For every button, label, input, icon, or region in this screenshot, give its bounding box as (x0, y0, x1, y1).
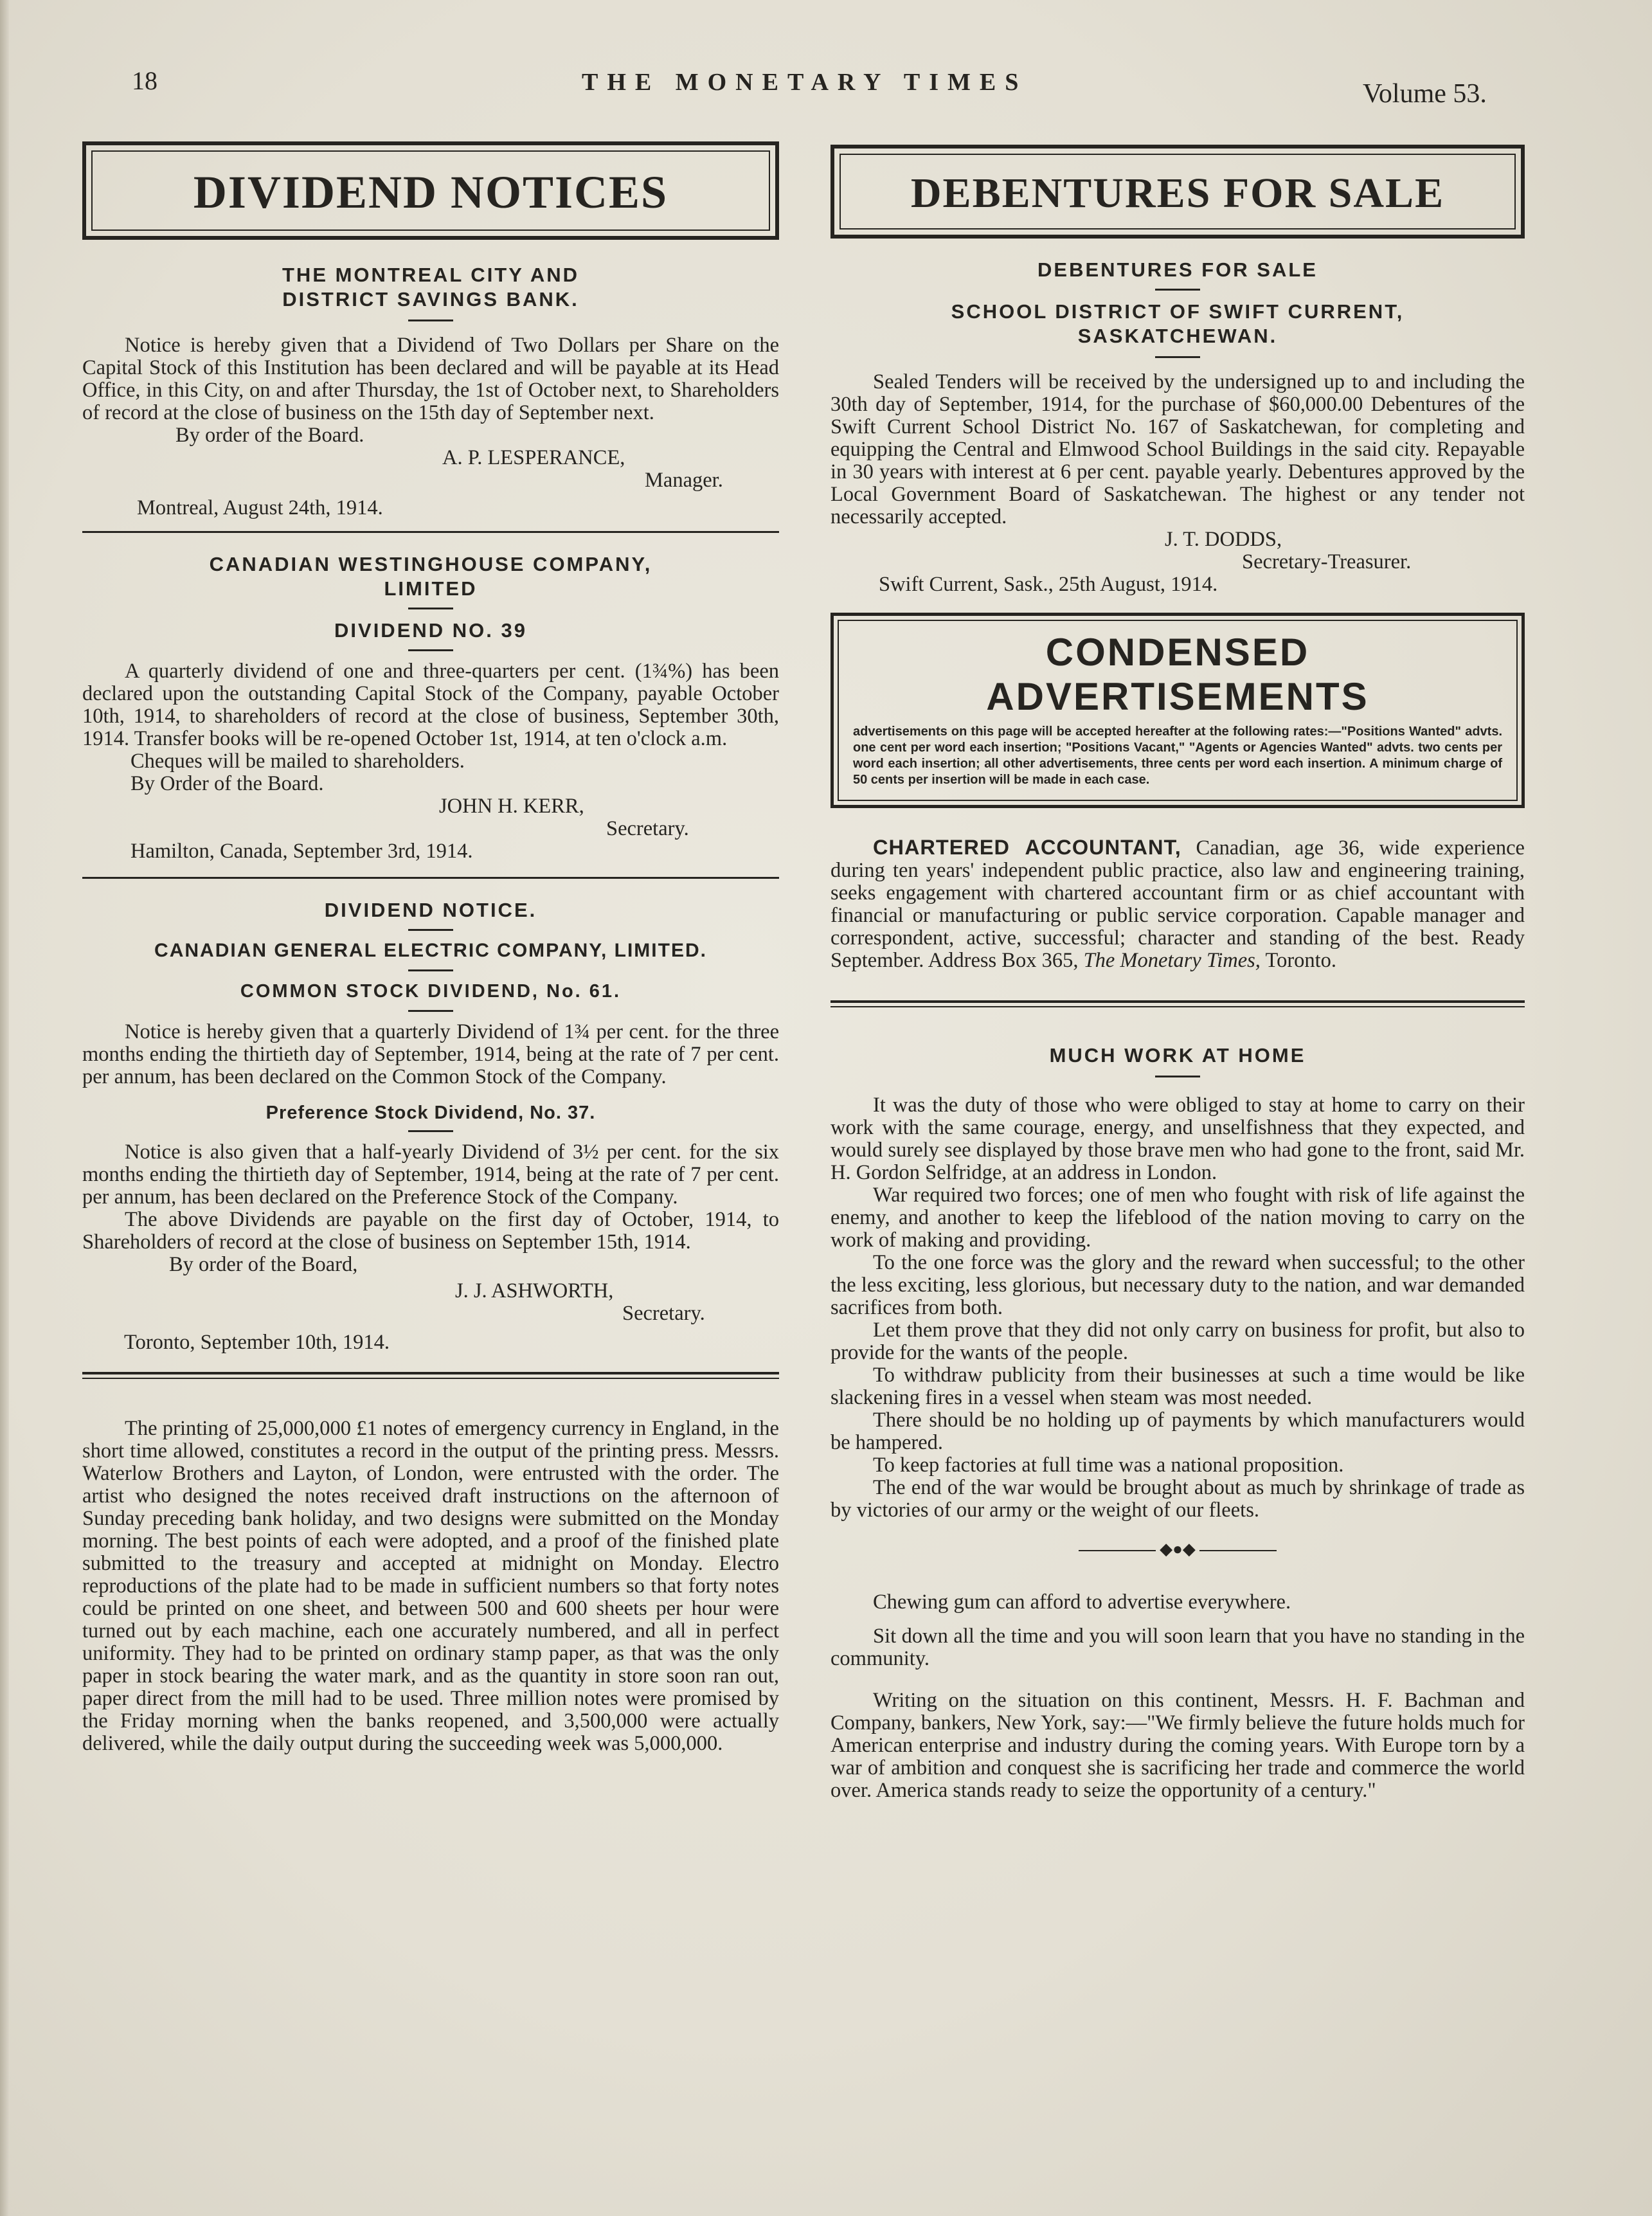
chartered-accountant-ad (830, 836, 1525, 972)
bachman-quote-item: Writing on the situation on this continent, Messrs. H. F. Bachman and Company, bankers, New York, say:—"We firmly believe the future holds much for American enterprise and industry during the coming years. With Europe torn by a war of ambition and conquest she is sacrificing her trade and commerce the world over. America stands ready to seize the opportunity of a century." (830, 1689, 1525, 1802)
cge-signer-title: Secretary. (622, 1302, 705, 1325)
right-column (830, 145, 1525, 1802)
ad-body-text: Canadian, age 36, wide experience during ten years' independent public practice, also law and engineering training, seeks engagement with chartered accountant firm or as chief accountant with financial or manufacturing or public service corporation. Capable manager and correspondent, active, successful; character and standing of the best. Ready September. Address Box 365, (830, 836, 1525, 972)
swift-current-title: SCHOOL DISTRICT OF SWIFT CURRENT, SASKATCHEWAN. (951, 300, 1405, 347)
cge-common-heading: COMMON STOCK DIVIDEND, No. 61. (240, 981, 622, 1002)
short-rule (408, 320, 453, 321)
short-rule (408, 929, 453, 931)
publication-title: THE MONETARY TIMES (582, 69, 1028, 96)
debentures-subheading: DEBENTURES FOR SALE (1037, 258, 1318, 281)
ad-city: Toronto. (1265, 949, 1337, 972)
dividend-notices-box (82, 141, 779, 240)
debentures-signer: J. T. DODDS, (1165, 528, 1282, 551)
page-number: 18 (132, 66, 157, 95)
cge-payable-note: The above Dividends are payable on the first day of October, 1914, to Shareholders of record at the close of business on September 15th, 1914. (82, 1208, 779, 1254)
sit-down-item: Sit down all the time and you will soon learn that you have no standing in the community. (830, 1625, 1525, 1670)
chewing-gum-item: Chewing gum can afford to advertise everywhere. (873, 1590, 1291, 1614)
short-rule (1155, 356, 1200, 358)
short-rule (408, 969, 453, 971)
westinghouse-signer: JOHN H. KERR, (439, 795, 584, 818)
cge-by-order: By order of the Board, (169, 1253, 358, 1276)
cge-dividend-notice: DIVIDEND NOTICE. (324, 899, 537, 921)
much-work-paragraph: To the one force was the glory and the reward when successful; to the other the less exciting, less glorious, but necessary duty to the nation, and war demanded sacrifices from both. (830, 1251, 1525, 1319)
short-rule (408, 608, 453, 609)
short-rule (408, 1010, 453, 1012)
section-divider (82, 877, 779, 879)
westinghouse-notice-body: A quarterly dividend of one and three-quarters per cent. (1¾%) has been declared upon the outstanding Capital Stock of the Company, payable October 10th, 1914, to shareholders of record at the close of business, September 30th, 1914. Transfer books will be re-opened October 1st, 1914, at ten o'clock a.m. (82, 660, 779, 750)
left-column (82, 141, 779, 1755)
westinghouse-place-date: Hamilton, Canada, September 3rd, 1914. (130, 840, 473, 863)
cge-preference-heading: Preference Stock Dividend, No. 37. (265, 1103, 596, 1123)
much-work-paragraph: It was the duty of those who were obliged to stay at home to carry on their work with the same courage, energy, and unselfishness that they expected, and would surely see displayed by those brave men who had gone to the front, said Mr. H. Gordon Selfridge, at an address in London. (830, 1094, 1525, 1184)
section-divider (82, 531, 779, 533)
debentures-body: Sealed Tenders will be received by the undersigned up to and including the 30th day of September, 1914, for the purchase of $60,000.00 Debentures of the Swift Current School District No. 167 of Saskatchewan, for completing and equipping the Central and Elmwood School Buildings in the said city. Repayable in 30 years with interest at 6 per cent. payable yearly. Debentures approved by the Local Government Board of Saskatchewan. The highest or any tender not necessarily accepted. (830, 370, 1525, 528)
westinghouse-dividend-number: DIVIDEND NO. 39 (334, 619, 527, 642)
debentures-signer-title: Secretary-Treasurer. (1242, 550, 1412, 573)
debentures-box (830, 145, 1525, 239)
condensed-ads-box (830, 613, 1525, 808)
cge-signer: J. J. ASHWORTH, (455, 1279, 614, 1302)
montreal-signer: A. P. LESPERANCE, (442, 446, 625, 469)
ad-publication-name: The Monetary Times, (1083, 949, 1261, 972)
westinghouse-cheques: Cheques will be mailed to shareholders. (130, 750, 465, 773)
much-work-paragraph: To keep factories at full time was a national proposition. (873, 1454, 1344, 1477)
short-rule (1155, 1076, 1200, 1077)
cge-place-date: Toronto, September 10th, 1914. (124, 1331, 390, 1354)
westinghouse-signer-title: Secretary. (606, 817, 689, 840)
page-edge (0, 0, 9, 2216)
montreal-place-date: Montreal, August 24th, 1914. (137, 496, 383, 519)
much-work-paragraph: Let them prove that they did not only carry on business for profit, but also to provide for the wants of the people. (830, 1319, 1525, 1364)
much-work-paragraph: To withdraw publicity from their businesses at such a time would be like slackening fires in a vessel when steam was most needed. (830, 1364, 1525, 1409)
cge-company-name: CANADIAN GENERAL ELECTRIC COMPANY, LIMITED. (154, 940, 707, 961)
much-work-paragraph: There should be no holding up of payments by which manufacturers would be hampered. (830, 1409, 1525, 1454)
condensed-ads-heading: CONDENSED ADVERTISEMENTS (986, 631, 1369, 718)
ad-lead-text: CHARTERED ACCOUNTANT, (873, 836, 1181, 859)
montreal-bank-title: THE MONTREAL CITY AND DISTRICT SAVINGS BANK. (282, 264, 579, 311)
debentures-heading: DEBENTURES FOR SALE (839, 154, 1516, 230)
montreal-notice-body: Notice is hereby given that a Dividend of Two Dollars per Share on the Capital Stock of this Institution has been declared and will be payable at its Head Office, in this City, on and after Thursday, the 1st of October next, to Shareholders of record at the close of business on the 15th day of September next. (82, 334, 779, 424)
short-rule (1155, 289, 1200, 291)
much-work-paragraph: The end of the war would be brought about as much by shrinkage of trade as by victories of our army or the weight of our fleets. (830, 1476, 1525, 1522)
westinghouse-by-order: By Order of the Board. (130, 772, 324, 795)
cge-preference-body: Notice is also given that a half-yearly Dividend of 3½ per cent. for the six months ending the thirtieth day of September, 1914, being at the rate of 7 per cent. per annum, has been declared on the Preference Stock of the Company. (82, 1140, 779, 1209)
much-work-paragraph: War required two forces; one of men who fought with risk of life against the enemy, and another to keep the lifeblood of the nation moving to carry on the work of making and providing. (830, 1184, 1525, 1252)
ornament-divider: ◆●◆ (830, 1540, 1525, 1559)
condensed-ads-rates: advertisements on this page will be accepted hereafter at the following rates:—"Positions Wanted" advts. one cent per word each insertion; "Positions Vacant," "Agents or Agencies Wanted" advts. two cents per word each insertion; all other advertisements, three cents per word each insertion. A minimum charge of 50 cents per insertion will be made in each case. (853, 725, 1502, 787)
much-work-title: MUCH WORK AT HOME (1049, 1044, 1306, 1067)
dividend-notices-heading: DIVIDEND NOTICES (91, 150, 770, 231)
condensed-ads-inner (838, 620, 1518, 801)
emergency-currency-article: The printing of 25,000,000 £1 notes of emergency currency in England, in the short time allowed, constitutes a record in the output of the printing press. Messrs. Waterlow Brothers and Layton, of London, were entrusted with the order. The artist who designed the notes received draft instructions on the afternoon of Sunday preceding bank holiday, and two designs were submitted on the Monday morning. The best points of each were adopted, and a proof of the finished plate submitted to the treasury and accepted at midnight on Monday. Electro reproductions of the plate had to be made in sufficient numbers so that forty notes could be printed on one sheet, and between 500 and 600 sheets per hour were turned out by each machine, each one accurately numbered, and all in perfect uniformity. They had to be printed on ordinary stamp paper, as that was the only paper in stock bearing the water mark, and as the quantity in store soon ran out, paper direct from the mill had to be used. Three million notes were promised by the Friday morning when the banks reopened, and 3,500,000 were actually delivered, while the daily output during the succeeding week was 5,000,000. (82, 1417, 779, 1755)
debentures-place-date: Swift Current, Sask., 25th August, 1914. (879, 573, 1218, 596)
double-rule (82, 1372, 779, 1379)
double-rule (830, 1000, 1525, 1007)
short-rule (408, 1130, 453, 1132)
volume-label: Volume 53. (1363, 79, 1487, 109)
montreal-by-order: By order of the Board. (175, 424, 364, 447)
westinghouse-title: CANADIAN WESTINGHOUSE COMPANY, LIMITED (209, 553, 652, 600)
short-rule (408, 649, 453, 651)
cge-common-body: Notice is hereby given that a quarterly Dividend of 1¾ per cent. for the three months ending the thirtieth day of September, 1914, being at the rate of 7 per cent. per annum, has been declared on the Common Stock of the Company. (82, 1020, 779, 1088)
montreal-signer-title: Manager. (645, 469, 723, 492)
